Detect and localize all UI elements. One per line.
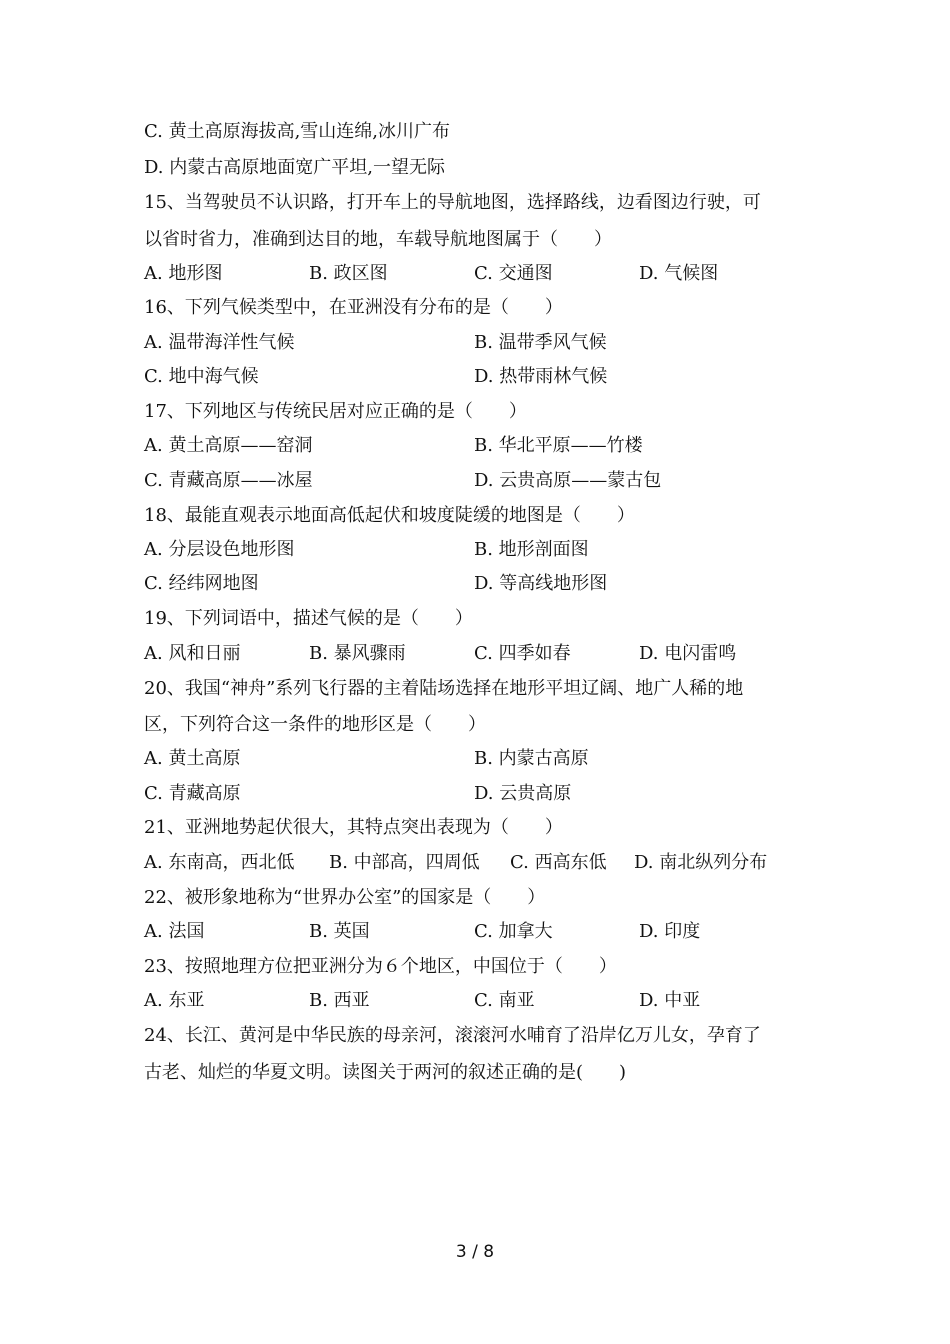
q23-option-a: A. 东亚: [144, 990, 205, 1011]
q16-option-b: B. 温带季风气候: [474, 332, 607, 353]
q19-option-c: C. 四季如春: [474, 643, 571, 664]
q20-option-b: B. 内蒙古高原: [474, 748, 589, 769]
q22-option-c: C. 加拿大: [474, 921, 553, 942]
q22-option-a: A. 法国: [144, 921, 205, 942]
q22-option-b: B. 英国: [309, 921, 370, 942]
q22-stem: 22、被形象地称为“世界办公室”的国家是（ ）: [144, 887, 546, 908]
q19-option-a: A. 风和日丽: [144, 643, 241, 664]
q18-option-b: B. 地形剖面图: [474, 539, 589, 560]
q18-option-a: A. 分层设色地形图: [144, 539, 295, 560]
q23-option-b: B. 西亚: [309, 990, 370, 1011]
q18-option-d: D. 等高线地形图: [474, 573, 608, 594]
q22-option-d: D. 印度: [639, 921, 701, 942]
q15-option-d: D. 气候图: [639, 263, 719, 284]
q14-option-c: C. 黄土高原海拔高,雪山连绵,冰川广布: [144, 121, 451, 142]
q17-option-d: D. 云贵高原——蒙古包: [474, 470, 662, 491]
q20-option-c: C. 青藏高原: [144, 783, 241, 804]
q18-option-c: C. 经纬网地图: [144, 573, 259, 594]
q15-option-b: B. 政区图: [309, 263, 388, 284]
q23-stem: 23、按照地理方位把亚洲分为６个地区，中国位于（ ）: [144, 956, 617, 977]
q19-stem: 19、下列词语中，描述气候的是（ ）: [144, 608, 473, 629]
q17-option-a: A. 黄土高原——窑洞: [144, 435, 313, 456]
q21-option-a: A. 东南高，西北低: [144, 852, 295, 873]
q16-option-c: C. 地中海气候: [144, 366, 259, 387]
q17-option-b: B. 华北平原——竹楼: [474, 435, 643, 456]
q16-option-d: D. 热带雨林气候: [474, 366, 608, 387]
q21-option-c: C. 西高东低: [510, 852, 607, 873]
q17-stem: 17、下列地区与传统民居对应正确的是（ ）: [144, 401, 527, 422]
q15-option-c: C. 交通图: [474, 263, 553, 284]
page-number: 3 / 8: [455, 1242, 495, 1262]
q21-stem: 21、亚洲地势起伏很大，其特点突出表现为（ ）: [144, 817, 563, 838]
q15-option-a: A. 地形图: [144, 263, 223, 284]
q21-option-d: D. 南北纵列分布: [634, 852, 768, 873]
q17-option-c: C. 青藏高原——冰屋: [144, 470, 313, 491]
q20-option-d: D. 云贵高原: [474, 783, 572, 804]
q20-option-a: A. 黄土高原: [144, 748, 241, 769]
q14-option-d: D. 内蒙古高原地面宽广平坦,一望无际: [144, 157, 445, 178]
q16-option-a: A. 温带海洋性气候: [144, 332, 295, 353]
q19-option-b: B. 暴风骤雨: [309, 643, 406, 664]
q23-option-c: C. 南亚: [474, 990, 535, 1011]
q19-option-d: D. 电闪雷鸣: [639, 643, 737, 664]
q24-stem-line2: 古老、灿烂的华夏文明。读图关于两河的叙述正确的是( ): [144, 1062, 627, 1083]
q24-stem-line1: 24、长江、黄河是中华民族的母亲河，滚滚河水哺育了沿岸亿万儿女，孕育了: [144, 1025, 761, 1046]
q15-stem-line2: 以省时省力，准确到达目的地，车载导航地图属于（ ）: [144, 229, 612, 250]
q15-stem-line1: 15、当驾驶员不认识路，打开车上的导航地图，选择路线，边看图边行驶，可: [144, 192, 761, 213]
q23-option-d: D. 中亚: [639, 990, 701, 1011]
q20-stem-line2: 区，下列符合这一条件的地形区是（ ）: [144, 714, 486, 735]
q16-stem: 16、下列气候类型中，在亚洲没有分布的是（ ）: [144, 297, 563, 318]
q18-stem: 18、最能直观表示地面高低起伏和坡度陡缓的地图是（ ）: [144, 505, 635, 526]
q21-option-b: B. 中部高，四周低: [329, 852, 480, 873]
q20-stem-line1: 20、我国“神舟”系列飞行器的主着陆场选择在地形平坦辽阔、地广人稀的地: [144, 678, 744, 699]
